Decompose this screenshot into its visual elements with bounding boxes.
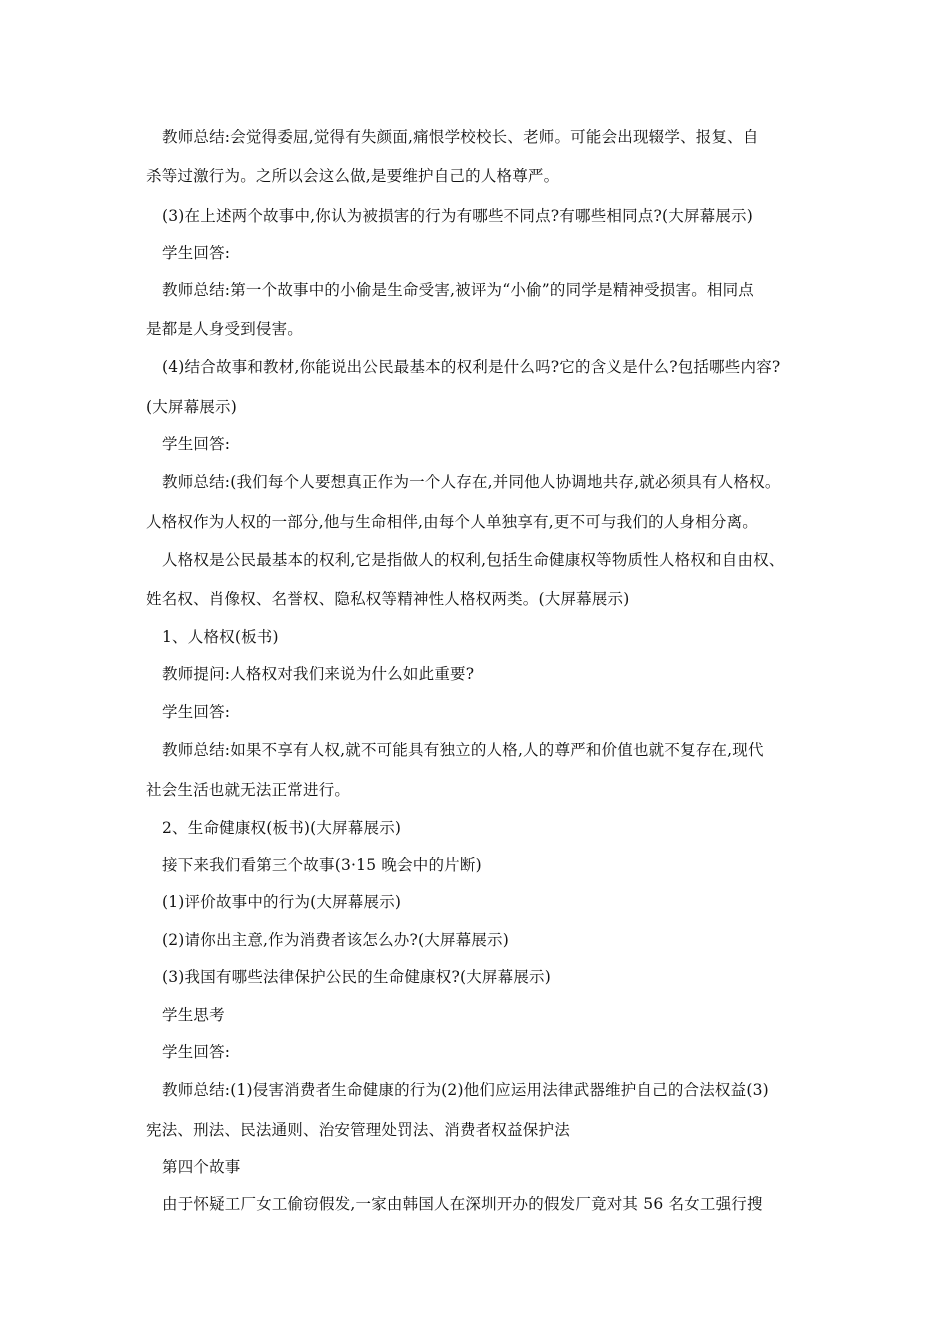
text-line: 1、人格权(板书) (162, 628, 279, 646)
text-line: 教师总结:(我们每个人要想真正作为一个人存在,并同他人协调地共存,就必须具有人格权。 (162, 473, 781, 491)
text-line: 教师总结:如果不享有人权,就不可能具有独立的人格,人的尊严和价值也就不复存在,现代 (162, 741, 764, 759)
text-line: 由于怀疑工厂女工偷窃假发,一家由韩国人在深圳开办的假发厂竟对其 56 名女工强行搜 (162, 1195, 763, 1213)
text-line: 2、生命健康权(板书)(大屏幕展示) (162, 819, 402, 837)
text-line: 杀等过激行为。之所以会这么做,是要维护自己的人格尊严。 (146, 167, 560, 185)
text-line: 学生回答: (162, 435, 231, 453)
text-line: 教师总结:会觉得委屈,觉得有失颜面,痛恨学校校长、老师。可能会出现辍学、报复、自 (162, 128, 759, 146)
text-line: 接下来我们看第三个故事(3·15 晚会中的片断) (162, 856, 482, 874)
text-line: 社会生活也就无法正常进行。 (146, 781, 351, 799)
text-line: 学生回答: (162, 703, 231, 721)
text-line: 学生思考 (162, 1006, 225, 1024)
text-line: 教师提问:人格权对我们来说为什么如此重要? (162, 665, 475, 683)
text-line: 人格权作为人权的一部分,他与生命相伴,由每个人单独享有,更不可与我们的人身相分离。 (146, 513, 758, 531)
text-line: (2)请你出主意,作为消费者该怎么办?(大屏幕展示) (162, 931, 509, 949)
text-line: 姓名权、肖像权、名誉权、隐私权等精神性人格权两类。(大屏幕展示) (146, 590, 630, 608)
text-line: 教师总结:第一个故事中的小偷是生命受害,被评为“小偷”的同学是精神受损害。相同点 (162, 281, 754, 299)
text-line: 人格权是公民最基本的权利,它是指做人的权利,包括生命健康权等物质性人格权和自由权、 (162, 551, 785, 569)
text-line: 第四个故事 (162, 1158, 241, 1176)
text-line: (大屏幕展示) (146, 398, 237, 416)
text-line: (3)在上述两个故事中,你认为被损害的行为有哪些不同点?有哪些相同点?(大屏幕展示) (162, 207, 753, 225)
text-line: 学生回答: (162, 1043, 231, 1061)
text-line: 是都是人身受到侵害。 (146, 320, 304, 338)
text-line: (3)我国有哪些法律保护公民的生命健康权?(大屏幕展示) (162, 968, 551, 986)
text-line: 教师总结:(1)侵害消费者生命健康的行为(2)他们应运用法律武器维护自己的合法权益(3) (162, 1081, 769, 1099)
text-line: (1)评价故事中的行为(大屏幕展示) (162, 893, 402, 911)
text-line: 宪法、刑法、民法通则、治安管理处罚法、消费者权益保护法 (146, 1121, 570, 1139)
text-line: (4)结合故事和教材,你能说出公民最基本的权利是什么吗?它的含义是什么?包括哪些内容? (162, 358, 781, 376)
text-line: 学生回答: (162, 244, 231, 262)
